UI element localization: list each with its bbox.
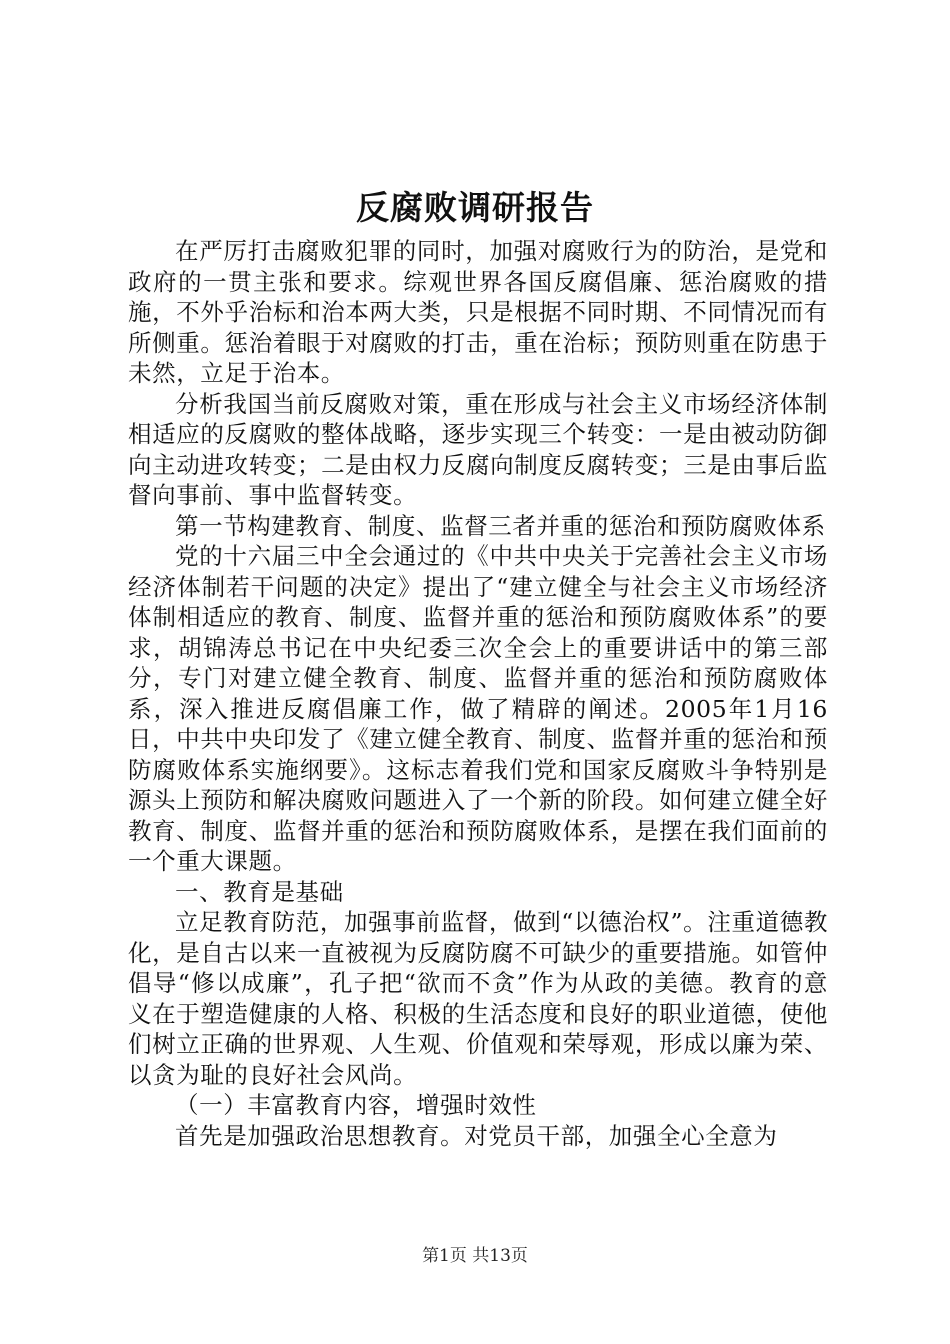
paragraph-political-education: 首先是加强政治思想教育。对党员干部，加强全心全意为 [175,1121,778,1150]
paragraph-analysis: 分析我国当前反腐败对策，重在形成与社会主义市场经济体制相适应的反腐败的整体战略，逐步实现三个转变：一是由被动防御向主动进攻转变；二是由权力反腐向制度反腐转变；三是由事后监督向事前、事中监督转变。 [128,389,828,509]
section-heading: 第一节构建教育、制度、监督三者并重的惩治和预防腐败体系 [175,511,826,540]
paragraph-intro: 在严厉打击腐败犯罪的同时，加强对腐败行为的防治，是党和政府的一贯主张和要求。综观世界各国反腐倡廉、惩治腐败的措施，不外乎治标和治本两大类，只是根据不同时期、不同情况而有所侧重。惩治着眼于对腐败的打击，重在治标；预防则重在防患于未然，立足于治本。 [128,237,828,387]
document-title: 反腐败调研报告 [356,188,594,227]
paragraph-background: 党的十六届三中全会通过的《中共中央关于完善社会主义市场经济体制若干问题的决定》提出了“建立健全与社会主义市场经济体制相适应的教育、制度、监督并重的惩治和预防腐败体系”的要求，胡锦涛总书记在中央纪委三次全会上的重要讲话中的第三部分，专门对建立健全教育、制度、监督并重的惩治和预防腐败体系，深入推进反腐倡廉工作，做了精辟的阐述。2005年1月16日，中共中央印发了《建立健全教育、制度、监督并重的惩治和预防腐败体系实施纲要》。这标志着我们党和国家反腐败斗争特别是源头上预防和解决腐败问题进入了一个新的阶段。如何建立健全好教育、制度、监督并重的惩治和预防腐败体系，是摆在我们面前的一个重大课题。 [128,542,828,875]
subsection-heading: 一、教育是基础 [175,877,344,906]
paragraph-education: 立足教育防范，加强事前监督，做到“以德治权”。注重道德教化，是自古以来一直被视为反腐防腐不可缺少的重要措施。如管仲倡导“修以成廉”，孔子把“欲而不贪”作为从政的美德。教育的意义在于塑造健康的人格、积极的生活态度和良好的职业道德，使他们树立正确的世界观、人生观、价值观和荣辱观，形成以廉为荣、以贪为耻的良好社会风尚。 [128,908,828,1089]
document-body [128,236,828,1151]
page-number-footer: 第1页 共13页 [422,1246,528,1266]
subsubsection-heading: （一）丰富教育内容，增强时效性 [175,1091,537,1119]
